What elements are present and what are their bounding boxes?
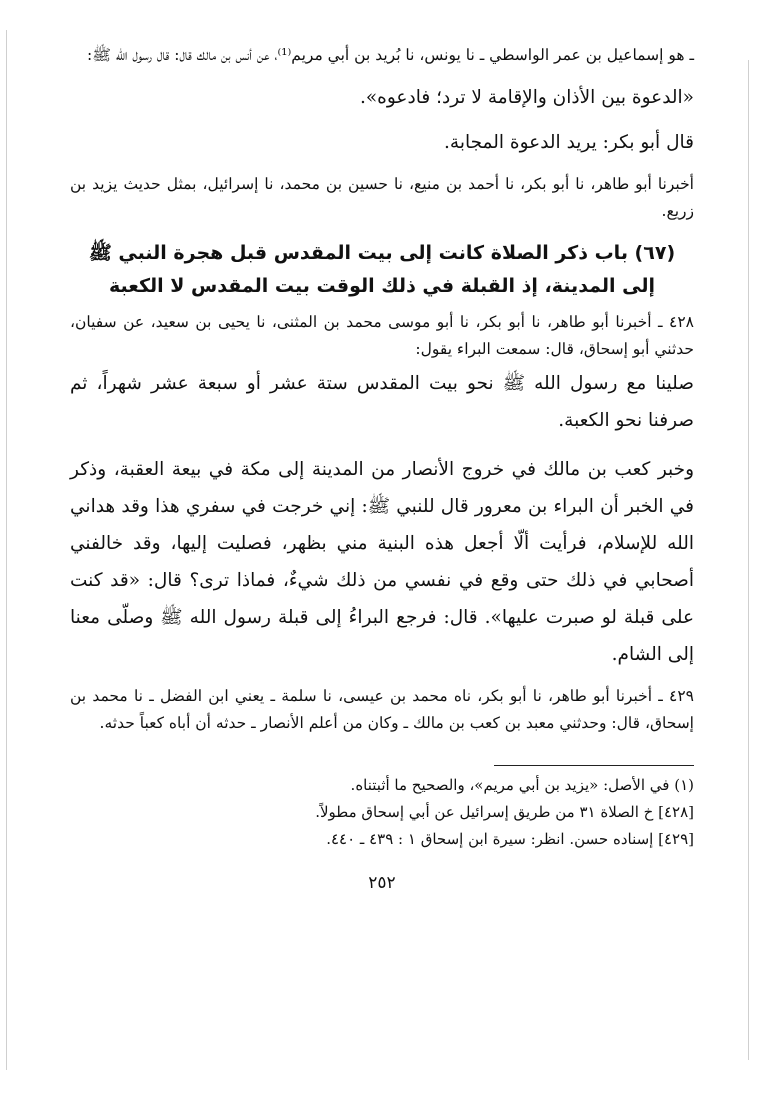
abu-bakr-comment: قال أبو بكر: يريد الدعوة المجابة. (444, 132, 694, 153)
chapter-heading (70, 237, 694, 303)
hadith-427-isnad-continuation: ـ هو إسماعيل بن عمر الواسطي ـ نا يونس، نا بُريد بن أبي مريم⁽¹⁾، عن أنس بن مالك قال: قال رسول الله ﷺ: (87, 46, 694, 64)
footnotes (70, 772, 694, 853)
hadith-429-isnad: ٤٢٩ ـ أخبرنا أبو طاهر، نا أبو بكر، ناه محمد بن عيسى، نا سلمة ـ يعني ابن الفضل ـ نا محمد بن إسحاق، قال: وحدثني معبد بن كعب بن مالك ـ وكان من أعلم الأنصار ـ حدثه أن أباه كعباً حدثه. (70, 687, 694, 732)
page-number: ٢٥٢ (368, 873, 396, 893)
hadith-428-isnad: ٤٢٨ ـ أخبرنا أبو طاهر، نا أبو بكر، نا أبو موسى محمد بن المثنى، نا يحيى بن سعيد، عن سفيان، حدثني أبو إسحاق، قال: سمعت البراء يقول: (70, 313, 694, 358)
kaab-report: وخبر كعب بن مالك في خروج الأنصار من المدينة إلى مكة في بيعة العقبة، وذكر في الخبر أن البراء بن معرور قال للنبي ﷺ: إني خرجت في سفري هذا وقد هداني الله للإسلام، فرأيت ألّا أجعل هذه البنية مني بظهر، فصليت إليها، وقد خالفني أصحابي في ذلك حتى وقع في نفسي من ذلك شيءٌ، فماذا ترى؟ قال: «قد كنت على قبلة لو صبرت عليها». قال: فرجع البراءُ إلى قبلة رسول الله ﷺ وصلّى معنا إلى الشام. (70, 459, 694, 665)
footnote-item: (١) في الأصل: «يزيد بن أبي مريم»، والصحيح ما أثبتناه. (350, 776, 694, 794)
scan-speck (6, 30, 7, 1070)
footnote-item: [٤٢٩] إسناده حسن. انظر: سيرة ابن إسحاق ١ : ٤٣٩ ـ ٤٤٠. (326, 830, 694, 848)
hadith-427-text: «الدعوة بين الأذان والإقامة لا ترد؛ فادعوه». (359, 87, 694, 108)
scan-speck (748, 60, 749, 1060)
footnote-divider (494, 765, 694, 766)
footnote-item: [٤٢٨] خ الصلاة ٣١ من طريق إسرائيل عن أبي إسحاق مطولاً. (315, 803, 694, 821)
chapter-heading-line1: (٦٧) باب ذكر الصلاة كانت إلى بيت المقدس قبل هجرة النبي ﷺ (88, 242, 676, 264)
alternate-chain: أخبرنا أبو طاهر، نا أبو بكر، نا أحمد بن منيع، نا حسين بن محمد، نا إسرائيل، بمثل حديث يزيد بن زريع. (70, 175, 694, 220)
hadith-428-text: صلينا مع رسول الله ﷺ نحو بيت المقدس ستة عشر أو سبعة عشر شهراً، ثم صرفنا نحو الكعبة. (70, 373, 694, 431)
book-page (70, 40, 694, 1070)
chapter-heading-line2: إلى المدينة، إذ القبلة في ذلك الوقت بيت المقدس لا الكعبة (108, 275, 656, 297)
